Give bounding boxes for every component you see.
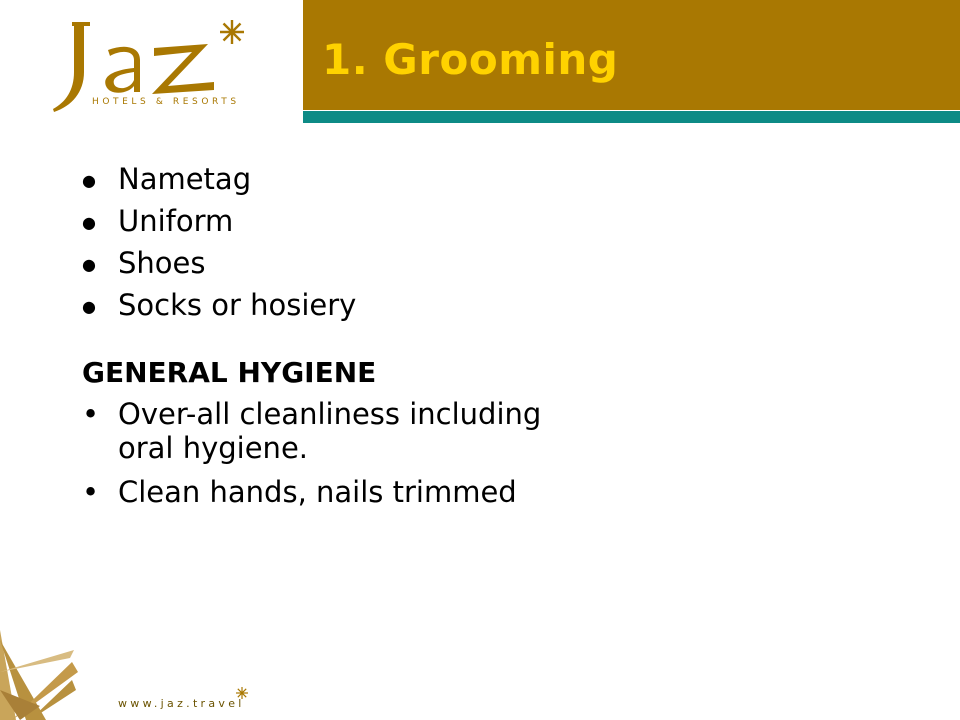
list-item: ● Nametag bbox=[82, 162, 252, 196]
footer-rays-decoration bbox=[0, 610, 110, 720]
list-item: ● Uniform bbox=[82, 204, 234, 238]
list-item: ● Socks or hosiery bbox=[82, 288, 357, 322]
slide-title: 1. Grooming bbox=[322, 35, 619, 84]
bullet-icon: • bbox=[82, 397, 100, 431]
slide-content bbox=[82, 163, 562, 519]
list-item: • Over-all cleanliness including oral hygiene. bbox=[82, 397, 542, 465]
uniform-list bbox=[82, 163, 562, 322]
hygiene-list bbox=[82, 397, 562, 509]
asterisk-icon bbox=[236, 687, 248, 699]
section-heading: GENERAL HYGIENE bbox=[82, 356, 377, 389]
logo-subtitle: HOTELS & RESORTS bbox=[92, 97, 240, 107]
bullet-icon: ● bbox=[82, 171, 96, 190]
bullet-icon: ● bbox=[82, 255, 96, 274]
bullet-icon: • bbox=[82, 475, 100, 509]
accent-bar bbox=[303, 111, 960, 123]
footer-url: www.jaz.travel bbox=[118, 697, 245, 710]
bullet-icon: ● bbox=[82, 297, 96, 316]
bullet-icon: ● bbox=[82, 213, 96, 232]
list-item: ● Shoes bbox=[82, 246, 206, 280]
asterisk-icon bbox=[220, 20, 244, 44]
list-item: • Clean hands, nails trimmed bbox=[82, 475, 517, 509]
